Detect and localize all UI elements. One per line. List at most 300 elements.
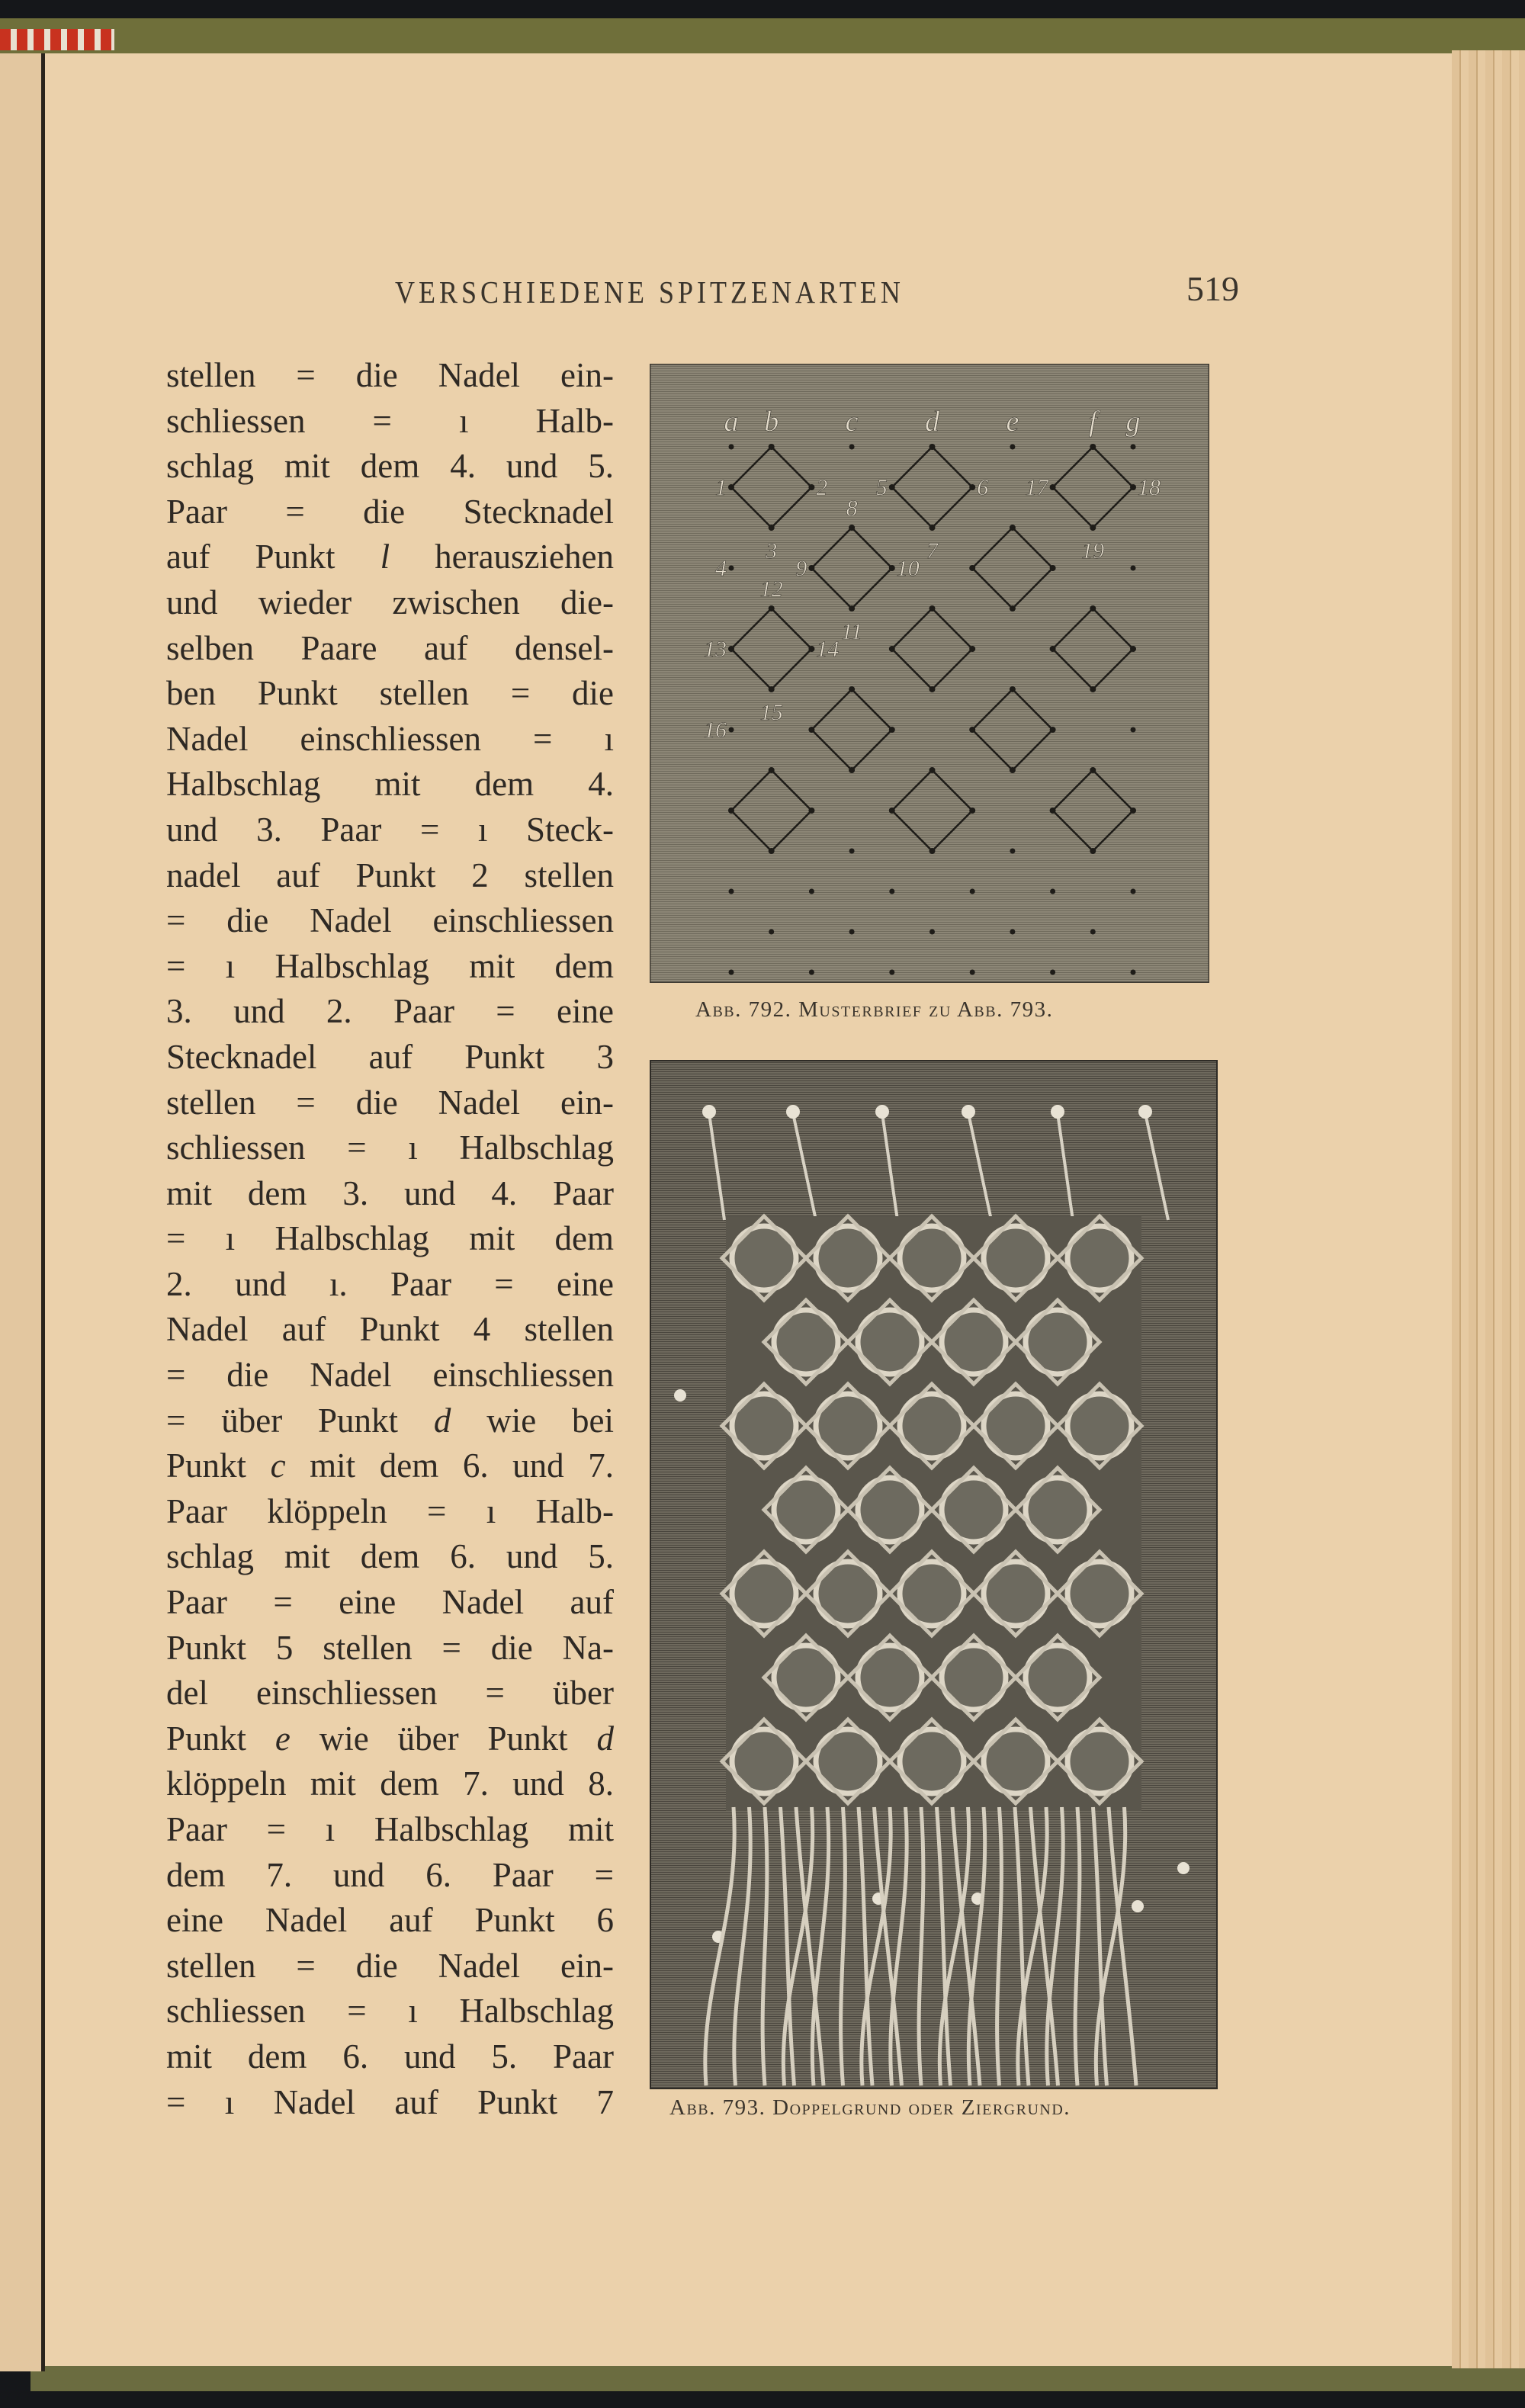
word: dem [554, 946, 614, 985]
pin-head [1138, 1105, 1152, 1119]
text-line [166, 807, 614, 853]
pin-point [1131, 889, 1136, 894]
word: = [166, 1219, 186, 1258]
word: eine [339, 1583, 396, 1622]
text-line [166, 626, 614, 672]
pin-point [929, 848, 936, 854]
word: dem [247, 2037, 307, 2076]
pin-point [849, 525, 855, 531]
word: und [506, 447, 558, 486]
pin-point [769, 444, 775, 450]
lace-ring [732, 1394, 796, 1458]
page-number: 519 [1186, 269, 1239, 308]
lace-ring [774, 1645, 838, 1710]
word: = [166, 1401, 186, 1440]
word: die [355, 1946, 398, 1985]
word: einschliessen [432, 901, 614, 940]
lace-ring [900, 1226, 964, 1290]
text-line [166, 1353, 614, 1398]
word: 3 [596, 1037, 614, 1076]
word: Punkt [318, 1401, 399, 1440]
lace-ring [942, 1478, 1006, 1542]
lace-ring [942, 1645, 1006, 1710]
word: 7 [596, 2082, 614, 2121]
pin-point [729, 445, 734, 450]
lace-ring [816, 1729, 880, 1793]
word: Punkt [257, 674, 338, 713]
word: = [427, 1491, 447, 1530]
text-line [166, 1035, 614, 1080]
pin-head [1132, 1900, 1144, 1912]
bookmark-ribbon [0, 29, 114, 50]
word: auf [166, 538, 210, 576]
lace-ring [984, 1394, 1048, 1458]
word: einschliessen [300, 719, 481, 758]
text-line [166, 1807, 614, 1853]
pin-point [1131, 727, 1136, 733]
word: Punkt [487, 1719, 568, 1758]
word: und [512, 1446, 564, 1485]
pin-point [1090, 444, 1096, 450]
word: Halb- [535, 401, 614, 440]
text-line [166, 399, 614, 445]
point-number: 7 [926, 538, 938, 563]
word: Punkt [255, 538, 336, 576]
lace-ring [816, 1562, 880, 1626]
pin-point [1090, 525, 1096, 531]
text-line [166, 1080, 614, 1126]
pin-point [769, 848, 775, 854]
word: = [285, 492, 305, 531]
word: = [347, 1992, 367, 2031]
pin-head [786, 1105, 800, 1119]
word: = [533, 719, 553, 758]
word: nadel [166, 856, 241, 894]
pin-point [849, 767, 855, 773]
word: ı. [329, 1264, 348, 1303]
word: Paar [492, 1855, 554, 1894]
word: = [296, 1946, 316, 1985]
pin-point [1090, 605, 1096, 612]
text-line [166, 1171, 614, 1217]
pin-point [889, 565, 895, 571]
word: stellen [323, 1628, 413, 1667]
pin-point [1090, 929, 1096, 935]
word: und [235, 1264, 287, 1303]
lace-ring [774, 1478, 838, 1542]
word: 5 [275, 1628, 294, 1667]
pin-point [970, 889, 975, 894]
lace-ring [1068, 1562, 1132, 1626]
word: ı [408, 1129, 418, 1167]
word: mit [310, 1764, 356, 1803]
lace-ring [1026, 1645, 1090, 1710]
word: die [363, 492, 406, 531]
pin-point [889, 807, 895, 814]
point-number: 19 [1081, 538, 1105, 563]
word: ı [486, 1491, 496, 1530]
pin-point [849, 929, 855, 935]
word: e [274, 1719, 291, 1758]
word: Nadel [438, 1083, 521, 1122]
word: Punkt [359, 1310, 440, 1349]
pin-point [929, 444, 936, 450]
pin-point [1010, 605, 1016, 612]
word: Halbschlag [459, 1992, 614, 2031]
pin-point [929, 605, 936, 612]
word: wie [486, 1401, 537, 1440]
pin-point [1010, 767, 1016, 773]
word: 2. [166, 1264, 192, 1303]
point-number: 13 [704, 637, 727, 662]
pin-point [729, 727, 734, 733]
pin-point [1050, 565, 1056, 571]
word: Paar [166, 1491, 227, 1530]
word: und [332, 1855, 385, 1894]
pin-point [1010, 686, 1016, 692]
text-line [166, 1307, 614, 1353]
text-line [166, 944, 614, 990]
word: Nadel [310, 1356, 392, 1395]
word: dem [379, 1446, 439, 1485]
text-line [166, 1671, 614, 1716]
word: = [166, 2082, 186, 2121]
word: Stecknadel [166, 1037, 317, 1076]
word: d [596, 1719, 614, 1758]
word: 5. [588, 1537, 614, 1576]
pin-point [1050, 727, 1056, 733]
pin-point [809, 970, 814, 975]
word: 7. [266, 1855, 293, 1894]
pin-point [769, 929, 774, 935]
pin-point [1130, 807, 1136, 814]
point-number: 18 [1138, 475, 1161, 500]
text-line [166, 353, 614, 399]
word: 2 [471, 856, 489, 894]
word: mit [166, 1173, 213, 1212]
point-number: 5 [875, 475, 888, 500]
word: = [510, 674, 531, 713]
word: wie [319, 1719, 369, 1758]
word: auf [276, 856, 320, 894]
word: Paar [166, 492, 227, 531]
column-letter: c [845, 406, 859, 438]
word: Halbschlag [166, 765, 321, 804]
word: stellen [524, 856, 614, 894]
word: ı [225, 946, 236, 985]
text-line [166, 717, 614, 763]
word: Halbschlag [274, 1219, 429, 1258]
word: über [397, 1719, 459, 1758]
word: l [380, 538, 390, 576]
word: Stecknadel [463, 492, 614, 531]
word: die [226, 1356, 269, 1395]
pin-point [809, 889, 814, 894]
word: ı [408, 1992, 418, 2031]
word: 8. [588, 1764, 614, 1803]
text-line [166, 1626, 614, 1671]
word: ı [604, 719, 614, 758]
lace-ring [900, 1729, 964, 1793]
word: Halb- [535, 1491, 614, 1530]
pin-point [969, 646, 975, 652]
word: 6 [596, 1901, 614, 1940]
figure-792-background [650, 364, 1209, 983]
pin-head [674, 1389, 686, 1401]
word: ein- [560, 1946, 614, 1985]
word: ı [477, 810, 488, 849]
running-head: VERSCHIEDENE SPITZENARTEN [395, 275, 904, 310]
pin-point [889, 889, 894, 894]
word: auf [570, 1583, 614, 1622]
text-line [166, 535, 614, 580]
pin-point [1010, 849, 1015, 854]
pin-point [1090, 848, 1096, 854]
text-line [166, 671, 614, 717]
pin-point [1050, 970, 1055, 975]
word: ein- [560, 356, 614, 394]
word: herausziehen [435, 538, 614, 576]
word: wieder [258, 583, 352, 621]
text-line [166, 898, 614, 944]
word: 4. [491, 1173, 518, 1212]
word: Paar [553, 2037, 614, 2076]
word: dem [360, 1537, 420, 1576]
text-line [166, 2080, 614, 2126]
pin-point [1090, 767, 1096, 773]
point-number: 12 [759, 576, 783, 602]
column-letter: b [764, 406, 779, 438]
figure-793-lace-illustration [650, 1060, 1218, 2089]
pin-point [769, 686, 775, 692]
word: eine [557, 992, 614, 1031]
lace-ring [816, 1226, 880, 1290]
figure-793-caption: Abb. 793. Doppelgrund oder Ziergrund. [669, 2095, 1071, 2120]
column-letter: d [925, 406, 939, 438]
word: ı [224, 2082, 235, 2121]
pin-point [728, 646, 734, 652]
word: schliessen [166, 401, 306, 440]
word: die- [560, 583, 614, 621]
word: = [273, 1583, 293, 1622]
pin-point [849, 849, 855, 854]
text-line [166, 1443, 614, 1489]
word: 5. [491, 2037, 518, 2076]
lace-ring [1026, 1478, 1090, 1542]
point-number: 9 [795, 556, 807, 581]
word: del [166, 1674, 208, 1713]
word: Nadel [166, 1310, 249, 1349]
column-letter: e [1006, 406, 1019, 438]
pin-point [1050, 484, 1056, 490]
text-line [166, 580, 614, 626]
word: schliessen [166, 1992, 306, 2031]
point-number: 3 [766, 538, 778, 563]
word: 7. [588, 1446, 614, 1485]
word: 3. [166, 992, 192, 1031]
word: über [221, 1401, 283, 1440]
lace-ring [984, 1562, 1048, 1626]
word: stellen [524, 1310, 614, 1349]
word: dem [380, 1764, 439, 1803]
word: dem [554, 1219, 614, 1258]
word: zwischen [392, 583, 520, 621]
word: 5. [588, 447, 614, 486]
lace-ring [732, 1226, 796, 1290]
word: dem [166, 1855, 226, 1894]
pin-point [808, 807, 814, 814]
point-number: 11 [841, 619, 862, 644]
word: und [403, 2037, 456, 2076]
point-number: 15 [759, 700, 783, 725]
word: = [296, 1083, 316, 1122]
pin-point [1130, 646, 1136, 652]
book-cover-bottom-edge [30, 2364, 1525, 2391]
lace-ring [984, 1729, 1048, 1793]
word: 6. [342, 2037, 369, 2076]
lace-ring [732, 1562, 796, 1626]
word: die [355, 1083, 398, 1122]
word: bei [572, 1401, 614, 1440]
point-number: 17 [1025, 475, 1048, 500]
pin-point [929, 929, 935, 935]
pin-point [929, 686, 936, 692]
word: stellen [379, 674, 470, 713]
lace-ring [1068, 1729, 1132, 1793]
word: mit [469, 946, 515, 985]
word: d [433, 1401, 451, 1440]
word: Punkt [477, 2082, 558, 2121]
word: und [166, 810, 218, 849]
pin-point [1010, 445, 1015, 450]
word: = [594, 1855, 614, 1894]
point-number: 10 [896, 556, 920, 581]
point-number: 4 [715, 556, 727, 581]
pin-point [729, 970, 734, 975]
lace-ring [732, 1729, 796, 1793]
pin-point [1050, 889, 1055, 894]
word: 7. [463, 1764, 489, 1803]
pin-point [728, 807, 734, 814]
word: mit [166, 2037, 213, 2076]
word: Punkt [166, 1628, 247, 1667]
text-line [166, 1944, 614, 1989]
lace-ring [858, 1645, 922, 1710]
point-number: 1 [715, 475, 727, 500]
pin-head [1177, 1862, 1190, 1874]
word: und [512, 1764, 564, 1803]
text-line [166, 444, 614, 490]
pin-point [1131, 445, 1136, 450]
word: 6. [462, 1446, 489, 1485]
word: und [403, 1173, 456, 1212]
word: die [226, 901, 269, 940]
word: klöppeln [166, 1764, 287, 1803]
word: schliessen [166, 1129, 306, 1167]
text-line [166, 1761, 614, 1807]
pin-point [1010, 929, 1015, 935]
word: auf [368, 1037, 413, 1076]
word: die [355, 356, 398, 394]
pin-point [929, 525, 936, 531]
text-line [166, 1898, 614, 1944]
lace-ring [900, 1394, 964, 1458]
word: Nadel [438, 1946, 521, 1985]
word: auf [424, 628, 468, 667]
word: schlag [166, 1537, 254, 1576]
text-line [166, 1262, 614, 1308]
pin-point [1050, 807, 1056, 814]
lace-ring [1026, 1310, 1090, 1374]
text-line [166, 1716, 614, 1762]
pin-point [849, 445, 855, 450]
word: Punkt [474, 1901, 555, 1940]
word: Paar [166, 1810, 227, 1848]
word: mit [567, 1810, 614, 1848]
text-line [166, 1580, 614, 1626]
word: und [233, 992, 285, 1031]
word: auf [389, 1901, 433, 1940]
word: mit [469, 1219, 515, 1258]
word: Paar [320, 810, 382, 849]
column-letter: a [724, 406, 739, 438]
point-number: 6 [977, 475, 989, 500]
text-line [166, 1989, 614, 2034]
word: 3. [256, 810, 282, 849]
word: stellen [166, 1083, 256, 1122]
text-line [166, 1853, 614, 1899]
point-number: 16 [704, 718, 727, 743]
word: Punkt [166, 1719, 247, 1758]
word: Steck- [526, 810, 614, 849]
word: und [166, 583, 218, 621]
pin-point [769, 605, 775, 612]
word: schlag [166, 447, 254, 486]
word: ı [325, 1810, 336, 1848]
text-line [166, 1489, 614, 1535]
word: über [553, 1674, 614, 1713]
word: dem [360, 447, 420, 486]
word: Halbschlag [459, 1129, 614, 1167]
point-number: 8 [846, 496, 858, 521]
word: die [490, 1628, 533, 1667]
word: = [494, 1264, 514, 1303]
page-stack-edges [1452, 50, 1525, 2368]
word: eine [557, 1264, 614, 1303]
word: stellen [166, 356, 256, 394]
word: einschliessen [432, 1356, 614, 1395]
word: einschliessen [256, 1674, 438, 1713]
book-cover-top-edge [0, 18, 1525, 53]
word: 6. [425, 1855, 451, 1894]
word: Paar [390, 1264, 451, 1303]
lace-ring [1068, 1394, 1132, 1458]
pin-point [969, 565, 975, 571]
word: Paar [166, 1583, 227, 1622]
text-line [166, 2034, 614, 2080]
word: mit [310, 1446, 356, 1485]
pin-point [769, 525, 775, 531]
column-letter: g [1125, 406, 1141, 438]
word: auf [281, 1310, 326, 1349]
word: = [441, 1628, 461, 1667]
text-line [166, 1534, 614, 1580]
text-line [166, 490, 614, 535]
pin-point [970, 970, 975, 975]
pin-point [729, 566, 734, 571]
lace-ring [858, 1478, 922, 1542]
word: c [270, 1446, 286, 1485]
